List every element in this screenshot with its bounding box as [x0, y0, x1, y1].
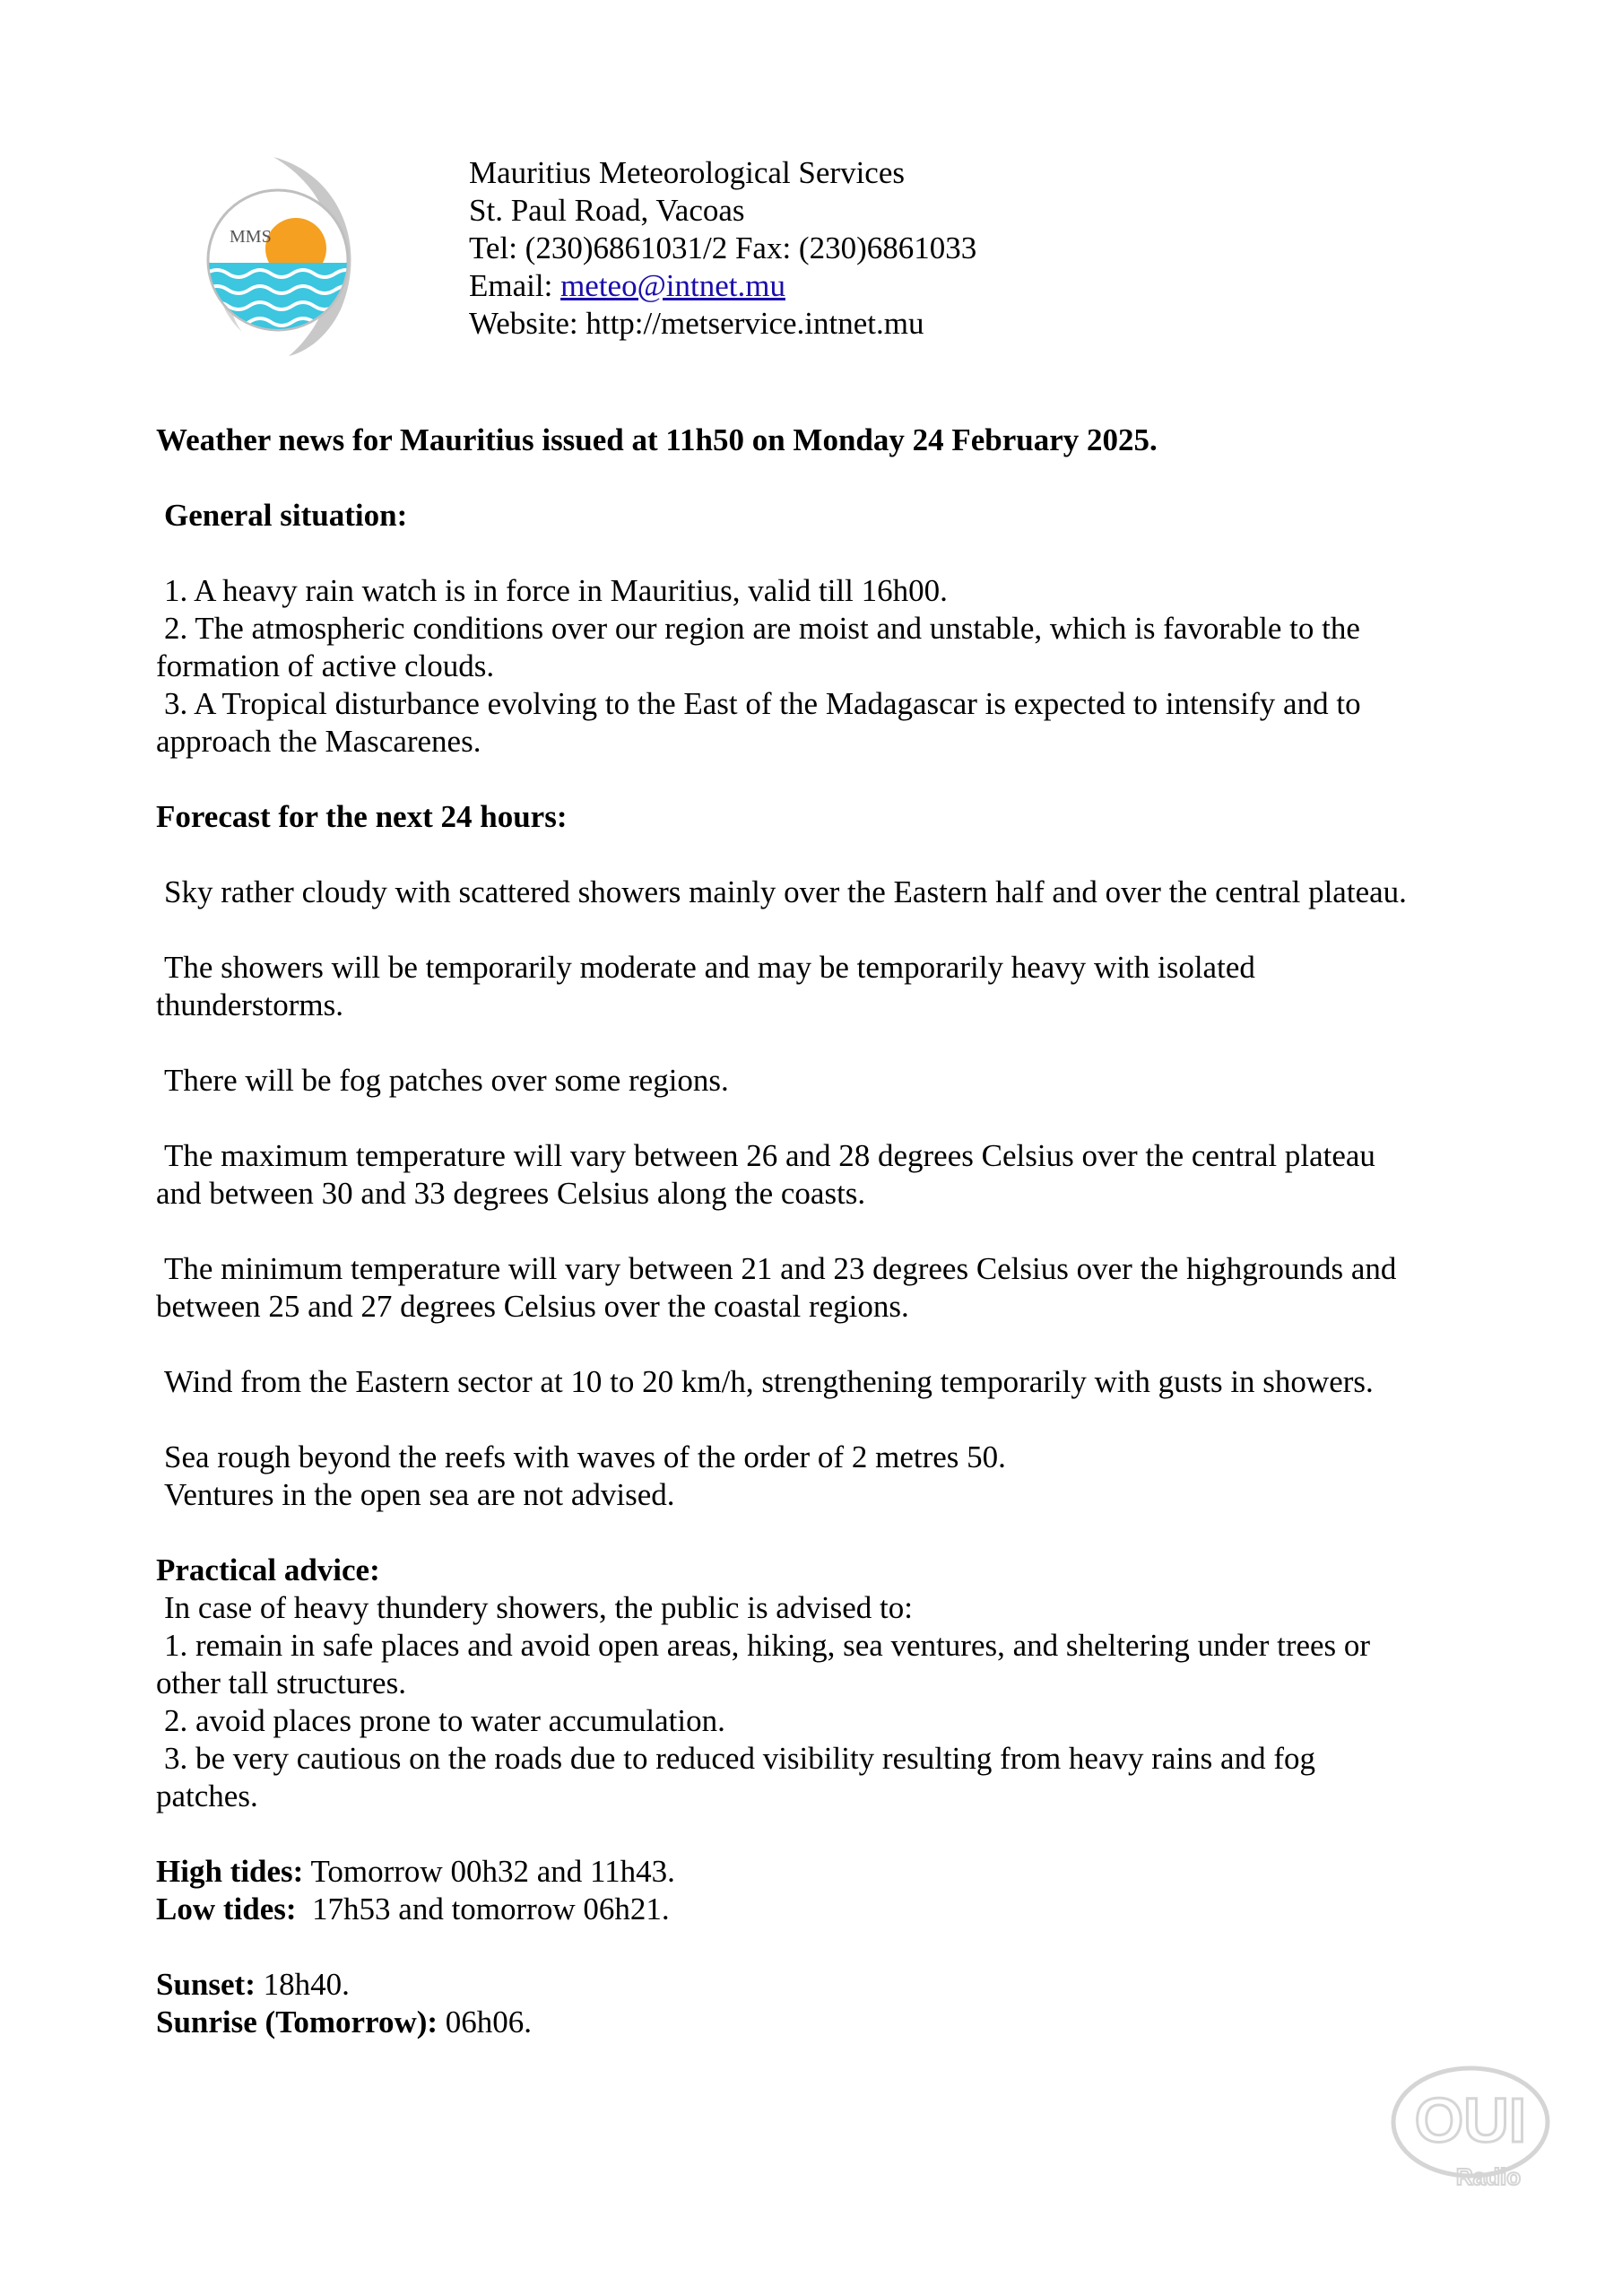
- forecast-showers-line-2: thunderstorms.: [156, 987, 344, 1022]
- advice-item-3-line-1: 3. be very cautious on the roads due to reduced visibility resulting from heavy rains and fog: [164, 1741, 1315, 1776]
- general-situation-heading: General situation:: [164, 498, 408, 533]
- org-address: St. Paul Road, Vacoas: [469, 193, 745, 228]
- sunset-value: 18h40.: [255, 1967, 350, 2002]
- advice-heading: Practical advice:: [156, 1552, 380, 1587]
- low-tides: [156, 1891, 1474, 1928]
- advice-item-1-line-2: other tall structures.: [156, 1665, 406, 1700]
- sunrise-value: 06h06.: [438, 2005, 533, 2039]
- bulletin-body: [156, 422, 1474, 2041]
- advice-intro: In case of heavy thundery showers, the public is advised to:: [164, 1590, 913, 1625]
- high-tides: [156, 1853, 1474, 1891]
- forecast-heading: Forecast for the next 24 hours:: [156, 799, 568, 834]
- forecast-sea-line-1: Sea rough beyond the reefs with waves of the order of 2 metres 50.: [164, 1439, 1006, 1474]
- watermark-sub-text: Radio: [1455, 2163, 1522, 2190]
- situation-item-3-line-1: 3. A Tropical disturbance evolving to the East of the Madagascar is expected to intensify and to: [164, 686, 1361, 721]
- forecast-min-temp-line-2: between 25 and 27 degrees Celsius over the coastal regions.: [156, 1289, 909, 1324]
- org-website: Website: http://metservice.intnet.mu: [469, 306, 924, 341]
- sunrise-label: Sunrise (Tomorrow):: [156, 2005, 438, 2039]
- sunset: [156, 1966, 1474, 2004]
- forecast-fog: There will be fog patches over some regions.: [164, 1063, 729, 1098]
- forecast-min-temp-line-1: The minimum temperature will vary between 21 and 23 degrees Celsius over the highgrounds and: [164, 1251, 1397, 1286]
- high-tides-label: High tides:: [156, 1854, 304, 1889]
- situation-item-3-line-2: approach the Mascarenes.: [156, 724, 481, 759]
- forecast-sky: Sky rather cloudy with scattered showers mainly over the Eastern half and over the central plateau.: [164, 874, 1407, 909]
- forecast-showers-line-1: The showers will be temporarily moderate and may be temporarily heavy with isolated: [164, 950, 1255, 985]
- low-tides-label: Low tides:: [156, 1892, 297, 1926]
- email-link[interactable]: meteo@intnet.mu: [560, 268, 785, 303]
- forecast-max-temp-line-2: and between 30 and 33 degrees Celsius along the coasts.: [156, 1176, 866, 1211]
- logo-text: MMS: [230, 227, 272, 247]
- situation-item-2-line-1: 2. The atmospheric conditions over our region are moist and unstable, which is favorable to the: [164, 611, 1360, 646]
- high-tides-value: Tomorrow 00h32 and 11h43.: [303, 1854, 675, 1889]
- advice-item-2: 2. avoid places prone to water accumulation.: [164, 1703, 725, 1738]
- email-label: Email:: [469, 268, 561, 303]
- org-phone-fax: Tel: (230)6861031/2 Fax: (230)6861033: [469, 230, 977, 265]
- low-tides-value: 17h53 and tomorrow 06h21.: [296, 1892, 670, 1926]
- contact-header: [469, 154, 976, 343]
- org-name: Mauritius Meteorological Services: [469, 155, 905, 190]
- sunset-label: Sunset:: [156, 1967, 256, 2002]
- advice-item-1-line-1: 1. remain in safe places and avoid open areas, hiking, sea ventures, and sheltering under trees or: [164, 1628, 1371, 1663]
- oui-radio-watermark: [1388, 2061, 1558, 2196]
- forecast-max-temp-line-1: The maximum temperature will vary between 26 and 28 degrees Celsius over the central plateau: [164, 1138, 1375, 1173]
- advice-item-3-line-2: patches.: [156, 1779, 258, 1813]
- forecast-wind: Wind from the Eastern sector at 10 to 20 km/h, strengthening temporarily with gusts in showers.: [164, 1364, 1374, 1399]
- forecast-sea-line-2: Ventures in the open sea are not advised.: [164, 1477, 675, 1512]
- org-email-line: [469, 267, 976, 305]
- sunrise: [156, 2004, 1474, 2041]
- situation-item-1: 1. A heavy rain watch is in force in Mauritius, valid till 16h00.: [164, 573, 948, 608]
- bulletin-title: Weather news for Mauritius issued at 11h50 on Monday 24 February 2025.: [156, 422, 1158, 457]
- situation-item-2-line-2: formation of active clouds.: [156, 648, 495, 683]
- watermark-main-text: OUI: [1414, 2085, 1527, 2155]
- mms-logo: [188, 148, 368, 363]
